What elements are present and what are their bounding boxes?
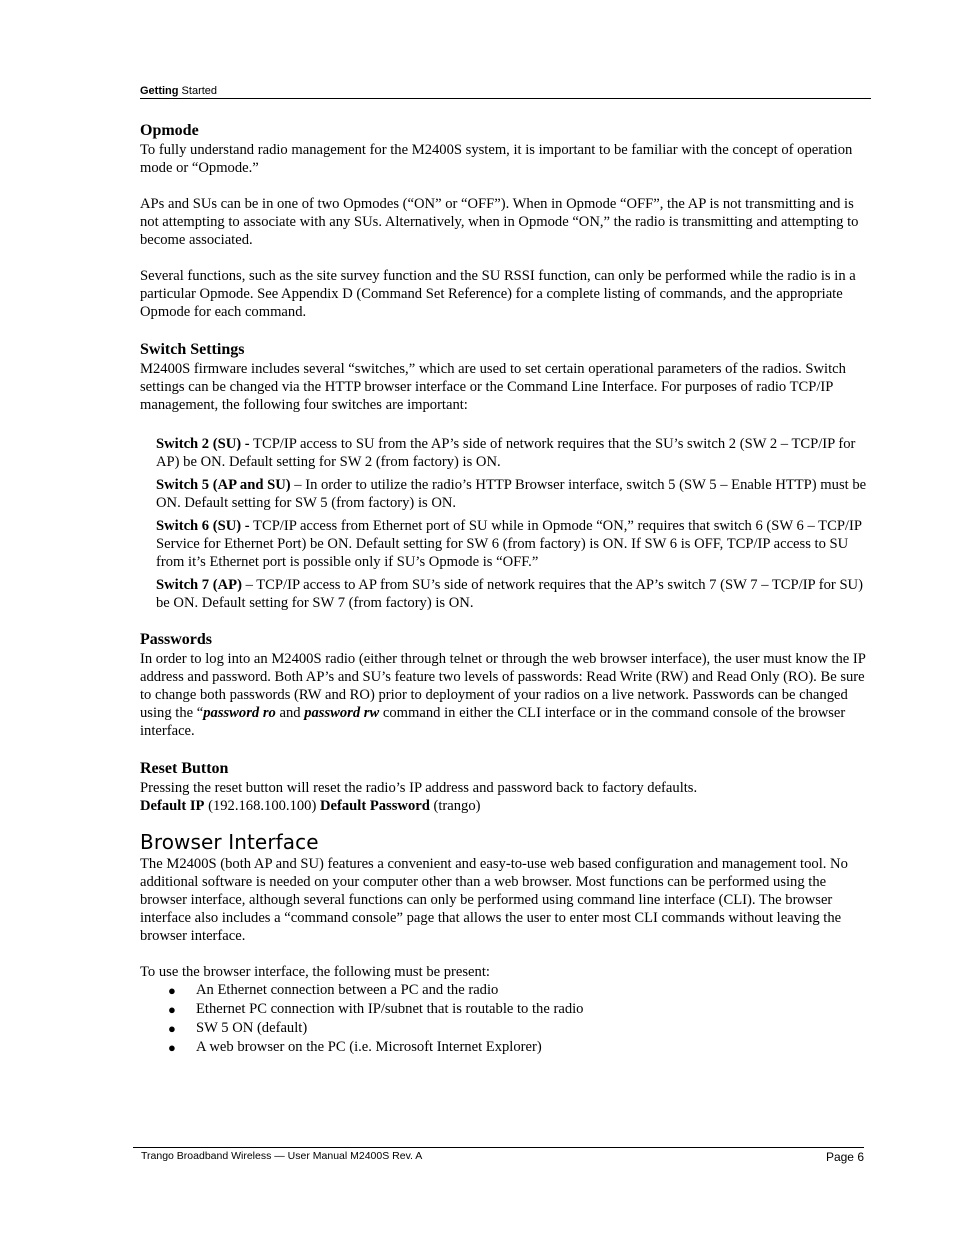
switch-label: Switch 2 (SU) - <box>156 436 250 452</box>
list-item-text: SW 5 ON (default) <box>196 1020 308 1036</box>
default-password-label: Default Password <box>319 798 430 814</box>
list-item-text: An Ethernet connection between a PC and the radio <box>196 982 499 998</box>
passwords-text-end: command in either the CLI interface or in the command console of the browser interface. <box>140 705 846 739</box>
switch-item <box>156 435 871 471</box>
bullet-icon: ● <box>168 1040 176 1055</box>
browser-paragraph-2: To use the browser interface, the following must be present: <box>140 964 490 980</box>
footer-document-title: Trango Broadband Wireless — User Manual M2400S Rev. A <box>141 1150 423 1162</box>
command-password-ro: password ro <box>203 705 276 721</box>
switch-text: – In order to utilize the radio’s HTTP Browser interface, switch 5 (SW 5 – Enable HTTP) must be ON. Default setting for SW 5 (from factory) is ON. <box>156 477 867 511</box>
switch-label: Switch 6 (SU) - <box>156 518 250 534</box>
switch-text: TCP/IP access to SU from the AP’s side of network requires that the SU’s switch 2 (SW 2 – TCP/IP for AP) be ON. Default setting for SW 2 (from factory) is ON. <box>156 436 856 470</box>
opmode-heading: Opmode <box>140 122 199 139</box>
default-password-value: (trango) <box>429 798 481 814</box>
passwords-paragraph <box>140 650 871 740</box>
default-ip-label: Default IP <box>140 798 205 814</box>
page-label: Page <box>825 1150 854 1164</box>
footer-page-number <box>826 1150 864 1164</box>
list-item-text: A web browser on the PC (i.e. Microsoft Internet Explorer) <box>196 1039 542 1055</box>
running-footer <box>133 1147 864 1164</box>
opmode-paragraph-3: Several functions, such as the site survey function and the SU RSSI function, can only be performed while the radio is in a particular Opmode. See Appendix D (Command Set Reference) for a complete listing of commands, and the appropriate Opmode for each command. <box>140 268 856 320</box>
header-section-bold: Getting <box>140 85 179 97</box>
requirements-list <box>168 981 871 1057</box>
page-number: 6 <box>857 1150 864 1164</box>
reset-button-heading: Reset Button <box>140 760 229 777</box>
command-password-rw: password rw <box>304 705 380 721</box>
default-ip-value: (192.168.100.100) <box>204 798 320 814</box>
switch-settings-heading: Switch Settings <box>140 341 245 358</box>
opmode-paragraph-2: APs and SUs can be in one of two Opmodes (“ON” or “OFF”). When in Opmode “OFF”, the AP is not transmitting and is not attempting to associate with any SUs. Alternatively, when in Opmode “ON,” the radio is transmitting and attempting to become associated. <box>140 196 859 248</box>
switch-item <box>156 476 871 512</box>
header-section-rest: Started <box>178 85 218 97</box>
passwords-text: In order to log into an M2400S radio (either through telnet or through the web browser interface), the user must know the IP address and password. Both AP’s and SU’s feature two levels of passwords: Read Write (RW) and Read Only (RO). Be sure to change both passwords (RW and RO) prior to deployment of your radios on a live network. Passwords can be changed using the “ <box>140 651 866 721</box>
switch-settings-intro: M2400S firmware includes several “switches,” which are used to set certain operational parameters of the radios. Switch settings can be changed via the HTTP browser interface or the Command Line Interface. For purposes of radio TCP/IP management, the following four switches are important: <box>140 361 846 413</box>
switch-text: – TCP/IP access to AP from SU’s side of network requires that the AP’s switch 7 (SW 7 – TCP/IP for SU) be ON. Default setting for SW 7 (from factory) is ON. <box>156 577 863 611</box>
bullet-icon: ● <box>168 1021 176 1036</box>
reset-paragraph: Pressing the reset button will reset the radio’s IP address and password back to factory defaults. <box>140 780 698 796</box>
opmode-paragraph-1: To fully understand radio management for the M2400S system, it is important to be familiar with the concept of operation mode or “Opmode.” <box>140 142 853 176</box>
browser-interface-heading: Browser Interface <box>140 830 319 854</box>
passwords-text-and: and <box>275 705 305 721</box>
browser-paragraph-1: The M2400S (both AP and SU) features a convenient and easy-to-use web based configuration and management tool. No additional software is needed on your computer other than a web browser. Most functions can be performed using the browser interface, although several functions can only be performed using command line interface (CLI). The browser interface also includes a “command console” page that allows the user to enter most CLI commands without leaving the browser interface. <box>140 856 848 944</box>
switch-text: TCP/IP access from Ethernet port of SU while in Opmode “ON,” requires that switch 6 (SW 6 – TCP/IP Service for Ethernet Port) be ON. Default setting for SW 6 (from factory) is ON. If SW 6 is OFF, TCP/IP access to SU from it’s Ethernet port is possible only if SU’s Opmode is “OFF.” <box>156 518 862 570</box>
bullet-icon: ● <box>168 1002 176 1017</box>
list-item <box>168 1038 871 1057</box>
list-item-text: Ethernet PC connection with IP/subnet that is routable to the radio <box>196 1001 584 1017</box>
running-header <box>140 85 871 99</box>
list-item <box>168 981 871 1000</box>
reset-defaults <box>140 797 871 815</box>
page-body <box>140 121 871 1057</box>
switch-item <box>156 517 871 571</box>
list-item <box>168 1000 871 1019</box>
switch-label: Switch 7 (AP) <box>156 577 242 593</box>
switch-label: Switch 5 (AP and SU) <box>156 477 291 493</box>
bullet-icon: ● <box>168 983 176 998</box>
switch-item <box>156 576 871 612</box>
switch-list <box>156 435 871 612</box>
list-item <box>168 1019 871 1038</box>
passwords-heading: Passwords <box>140 631 213 648</box>
